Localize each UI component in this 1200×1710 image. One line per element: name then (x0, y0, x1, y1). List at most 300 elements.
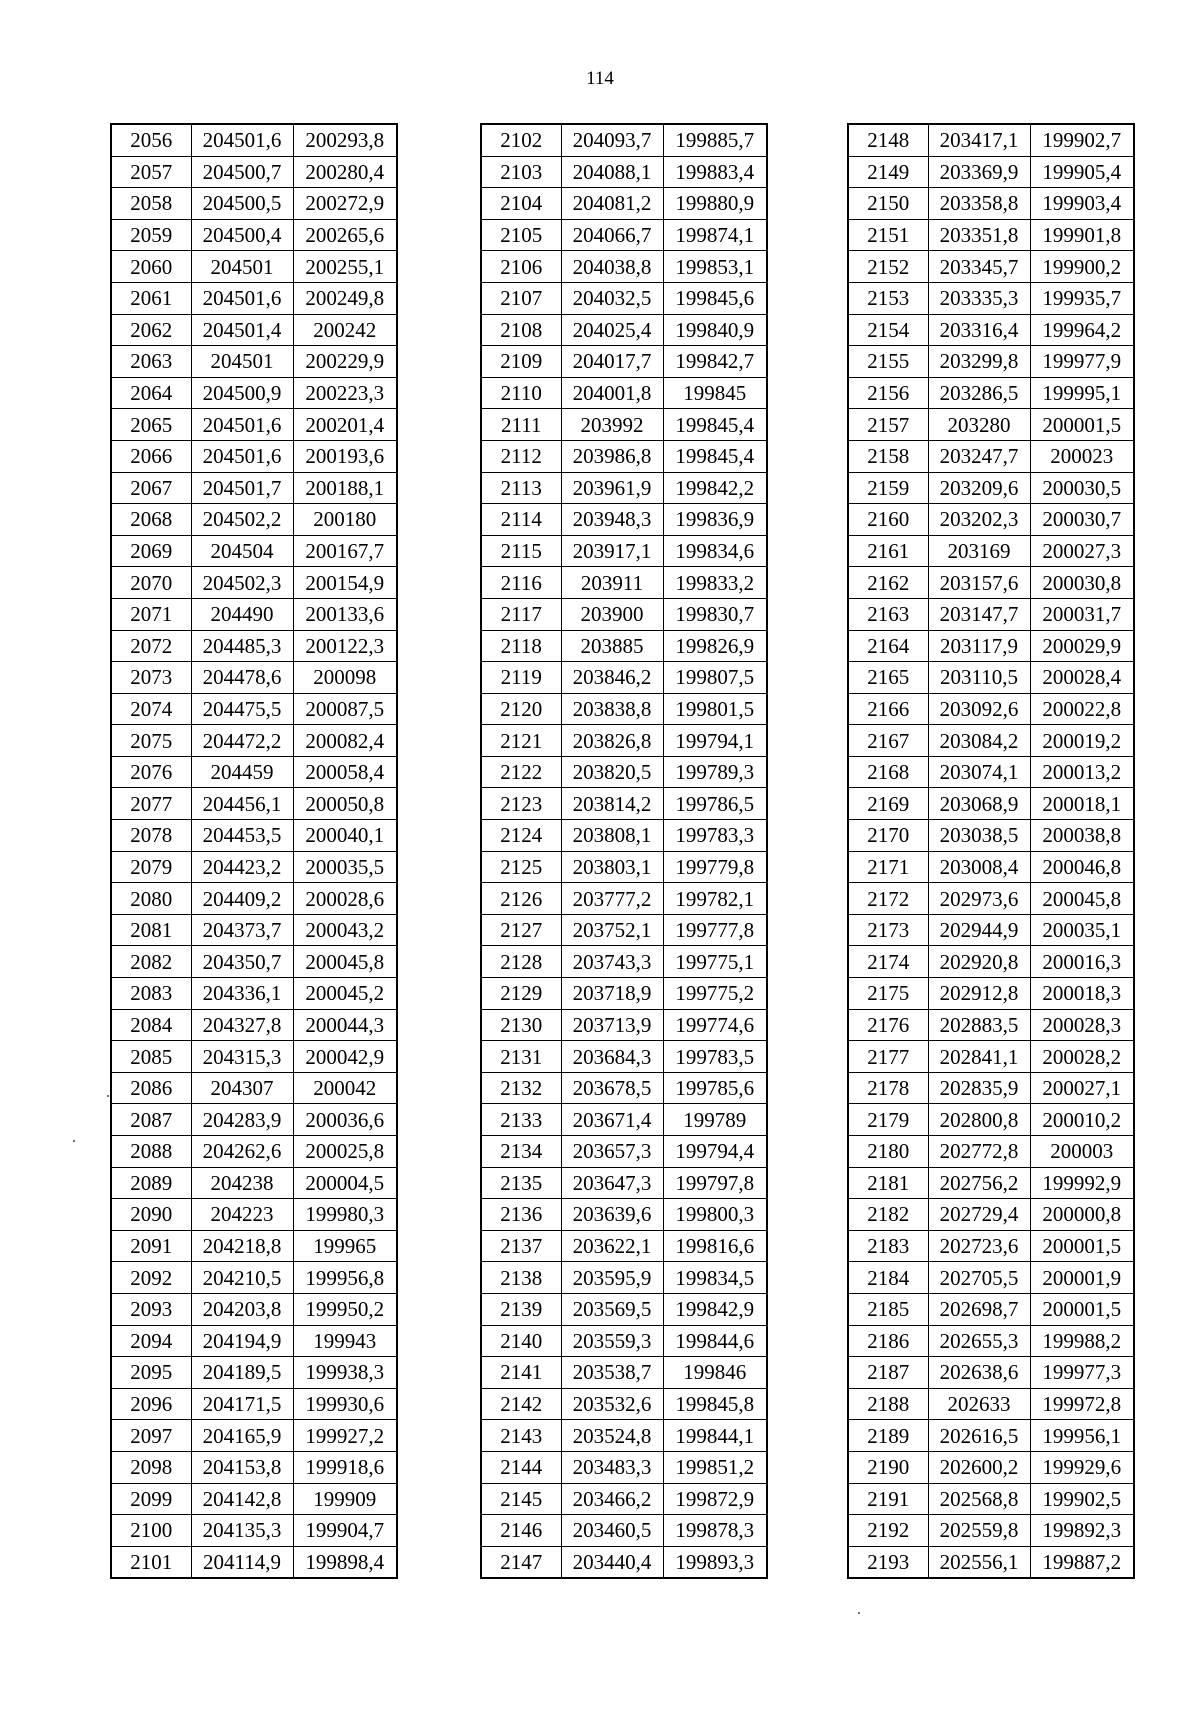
point-number-cell: 2065 (111, 409, 191, 441)
point-number-cell: 2062 (111, 314, 191, 346)
x-coordinate-cell: 202568,8 (928, 1483, 1030, 1515)
point-number-cell: 2128 (481, 946, 561, 978)
x-coordinate-cell: 204066,7 (561, 219, 663, 251)
x-coordinate-cell: 203777,2 (561, 883, 663, 915)
y-coordinate-cell: 200030,8 (1030, 567, 1134, 599)
x-coordinate-cell: 202883,5 (928, 1009, 1030, 1041)
x-coordinate-cell: 204502,2 (191, 504, 293, 536)
table-row (848, 251, 1134, 283)
x-coordinate-cell: 203538,7 (561, 1357, 663, 1389)
x-coordinate-cell: 204218,8 (191, 1230, 293, 1262)
table-row (111, 788, 397, 820)
point-number-cell: 2129 (481, 978, 561, 1010)
x-coordinate-cell: 204135,3 (191, 1515, 293, 1547)
y-coordinate-cell: 199851,2 (663, 1451, 767, 1483)
y-coordinate-cell: 200004,5 (293, 1167, 397, 1199)
table-row (111, 1546, 397, 1578)
table-row (481, 1293, 767, 1325)
x-coordinate-cell: 203826,8 (561, 725, 663, 757)
x-coordinate-cell: 204142,8 (191, 1483, 293, 1515)
table-row (111, 1136, 397, 1168)
y-coordinate-cell: 199842,2 (663, 472, 767, 504)
y-coordinate-cell: 200000,8 (1030, 1199, 1134, 1231)
point-number-cell: 2127 (481, 914, 561, 946)
y-coordinate-cell: 199898,4 (293, 1546, 397, 1578)
x-coordinate-cell: 203559,3 (561, 1325, 663, 1357)
point-number-cell: 2098 (111, 1451, 191, 1483)
point-number-cell: 2175 (848, 978, 928, 1010)
x-coordinate-cell: 204001,8 (561, 377, 663, 409)
x-coordinate-cell: 203647,3 (561, 1167, 663, 1199)
y-coordinate-cell: 199892,3 (1030, 1515, 1134, 1547)
x-coordinate-cell: 204283,9 (191, 1104, 293, 1136)
y-coordinate-cell: 200249,8 (293, 282, 397, 314)
point-number-cell: 2063 (111, 346, 191, 378)
y-coordinate-cell: 200050,8 (293, 788, 397, 820)
y-coordinate-cell: 200045,2 (293, 978, 397, 1010)
point-number-cell: 2124 (481, 820, 561, 852)
table-row (848, 946, 1134, 978)
point-number-cell: 2192 (848, 1515, 928, 1547)
table-row (481, 219, 767, 251)
y-coordinate-cell: 200272,9 (293, 188, 397, 220)
y-coordinate-cell: 199783,5 (663, 1041, 767, 1073)
point-number-cell: 2170 (848, 820, 928, 852)
x-coordinate-cell: 204017,7 (561, 346, 663, 378)
point-number-cell: 2169 (848, 788, 928, 820)
x-coordinate-cell: 204327,8 (191, 1009, 293, 1041)
point-number-cell: 2159 (848, 472, 928, 504)
y-coordinate-cell: 199980,3 (293, 1199, 397, 1231)
x-coordinate-cell: 203460,5 (561, 1515, 663, 1547)
table-row (111, 1104, 397, 1136)
y-coordinate-cell: 200133,6 (293, 598, 397, 630)
x-coordinate-cell: 203369,9 (928, 156, 1030, 188)
point-number-cell: 2172 (848, 883, 928, 915)
point-number-cell: 2151 (848, 219, 928, 251)
table-row (848, 820, 1134, 852)
table-row (848, 1009, 1134, 1041)
x-coordinate-cell: 204203,8 (191, 1293, 293, 1325)
table-row (111, 1515, 397, 1547)
x-coordinate-cell: 202944,9 (928, 914, 1030, 946)
table-row (481, 440, 767, 472)
y-coordinate-cell: 199902,5 (1030, 1483, 1134, 1515)
y-coordinate-cell: 199794,4 (663, 1136, 767, 1168)
point-number-cell: 2111 (481, 409, 561, 441)
y-coordinate-cell: 199840,9 (663, 314, 767, 346)
table-row (481, 693, 767, 725)
y-coordinate-cell: 199834,6 (663, 535, 767, 567)
y-coordinate-cell: 199844,1 (663, 1420, 767, 1452)
y-coordinate-cell: 200082,4 (293, 725, 397, 757)
table-row (848, 1104, 1134, 1136)
table-row (111, 1420, 397, 1452)
y-coordinate-cell: 199801,5 (663, 693, 767, 725)
y-coordinate-cell: 200028,6 (293, 883, 397, 915)
y-coordinate-cell: 199845,8 (663, 1388, 767, 1420)
point-number-cell: 2147 (481, 1546, 561, 1578)
y-coordinate-cell: 199902,7 (1030, 124, 1134, 156)
table-row (481, 1325, 767, 1357)
table-row (481, 1388, 767, 1420)
table-row (111, 1009, 397, 1041)
point-number-cell: 2059 (111, 219, 191, 251)
table-row (481, 1483, 767, 1515)
x-coordinate-cell: 203417,1 (928, 124, 1030, 156)
y-coordinate-cell: 200013,2 (1030, 756, 1134, 788)
y-coordinate-cell: 200046,8 (1030, 851, 1134, 883)
x-coordinate-cell: 204210,5 (191, 1262, 293, 1294)
table-row (848, 978, 1134, 1010)
point-number-cell: 2134 (481, 1136, 561, 1168)
y-coordinate-cell: 199785,6 (663, 1072, 767, 1104)
point-number-cell: 2092 (111, 1262, 191, 1294)
table-row (848, 535, 1134, 567)
table-row (848, 1420, 1134, 1452)
x-coordinate-cell: 204373,7 (191, 914, 293, 946)
point-number-cell: 2114 (481, 504, 561, 536)
x-coordinate-cell: 203846,2 (561, 662, 663, 694)
x-coordinate-cell: 203814,2 (561, 788, 663, 820)
table-row (111, 693, 397, 725)
x-coordinate-cell: 204032,5 (561, 282, 663, 314)
table-row (111, 1325, 397, 1357)
y-coordinate-cell: 199929,6 (1030, 1451, 1134, 1483)
x-coordinate-cell: 203992 (561, 409, 663, 441)
table-row (848, 440, 1134, 472)
x-coordinate-cell: 204165,9 (191, 1420, 293, 1452)
point-number-cell: 2161 (848, 535, 928, 567)
x-coordinate-cell: 203209,6 (928, 472, 1030, 504)
y-coordinate-cell: 200043,2 (293, 914, 397, 946)
table-row (481, 314, 767, 346)
point-number-cell: 2056 (111, 124, 191, 156)
table-row (481, 1357, 767, 1389)
point-number-cell: 2083 (111, 978, 191, 1010)
point-number-cell: 2116 (481, 567, 561, 599)
x-coordinate-cell: 204114,9 (191, 1546, 293, 1578)
point-number-cell: 2189 (848, 1420, 928, 1452)
y-coordinate-cell: 200087,5 (293, 693, 397, 725)
table-row (848, 1483, 1134, 1515)
table-row (111, 1451, 397, 1483)
table-row (111, 1072, 397, 1104)
table-row (481, 282, 767, 314)
point-number-cell: 2082 (111, 946, 191, 978)
point-number-cell: 2137 (481, 1230, 561, 1262)
x-coordinate-cell: 203335,3 (928, 282, 1030, 314)
x-coordinate-cell: 202800,8 (928, 1104, 1030, 1136)
y-coordinate-cell: 199874,1 (663, 219, 767, 251)
y-coordinate-cell: 200027,3 (1030, 535, 1134, 567)
y-coordinate-cell: 200001,9 (1030, 1262, 1134, 1294)
point-number-cell: 2110 (481, 377, 561, 409)
table-row (848, 1325, 1134, 1357)
table-row (111, 1199, 397, 1231)
point-number-cell: 2185 (848, 1293, 928, 1325)
y-coordinate-cell: 199883,4 (663, 156, 767, 188)
table-row (481, 1041, 767, 1073)
y-coordinate-cell: 200028,3 (1030, 1009, 1134, 1041)
y-coordinate-cell: 199833,2 (663, 567, 767, 599)
y-coordinate-cell: 200001,5 (1030, 1230, 1134, 1262)
x-coordinate-cell: 204500,9 (191, 377, 293, 409)
point-number-cell: 2072 (111, 630, 191, 662)
point-number-cell: 2081 (111, 914, 191, 946)
point-number-cell: 2163 (848, 598, 928, 630)
y-coordinate-cell: 199935,7 (1030, 282, 1134, 314)
table-row (111, 1041, 397, 1073)
x-coordinate-cell: 204501 (191, 346, 293, 378)
x-coordinate-cell: 204025,4 (561, 314, 663, 346)
point-number-cell: 2144 (481, 1451, 561, 1483)
point-number-cell: 2142 (481, 1388, 561, 1420)
y-coordinate-cell: 199816,6 (663, 1230, 767, 1262)
table-row (848, 1357, 1134, 1389)
y-coordinate-cell: 200040,1 (293, 820, 397, 852)
point-number-cell: 2132 (481, 1072, 561, 1104)
y-coordinate-cell: 199853,1 (663, 251, 767, 283)
y-coordinate-cell: 200044,3 (293, 1009, 397, 1041)
table-row (481, 1420, 767, 1452)
x-coordinate-cell: 203911 (561, 567, 663, 599)
point-number-cell: 2193 (848, 1546, 928, 1578)
x-coordinate-cell: 204189,5 (191, 1357, 293, 1389)
table-row (111, 124, 397, 156)
y-coordinate-cell: 200058,4 (293, 756, 397, 788)
table-row (848, 282, 1134, 314)
x-coordinate-cell: 202655,3 (928, 1325, 1030, 1357)
x-coordinate-cell: 202723,6 (928, 1230, 1030, 1262)
table-row (848, 914, 1134, 946)
table-row (848, 1136, 1134, 1168)
y-coordinate-cell: 200019,2 (1030, 725, 1134, 757)
point-number-cell: 2071 (111, 598, 191, 630)
y-coordinate-cell: 199972,8 (1030, 1388, 1134, 1420)
x-coordinate-cell: 204475,5 (191, 693, 293, 725)
point-number-cell: 2153 (848, 282, 928, 314)
x-coordinate-cell: 204504 (191, 535, 293, 567)
y-coordinate-cell: 200242 (293, 314, 397, 346)
x-coordinate-cell: 204472,2 (191, 725, 293, 757)
y-coordinate-cell: 199786,5 (663, 788, 767, 820)
x-coordinate-cell: 204490 (191, 598, 293, 630)
y-coordinate-cell: 199918,6 (293, 1451, 397, 1483)
table-row (848, 788, 1134, 820)
x-coordinate-cell: 203900 (561, 598, 663, 630)
table-row (481, 1199, 767, 1231)
point-number-cell: 2145 (481, 1483, 561, 1515)
y-coordinate-cell: 200098 (293, 662, 397, 694)
table-row (481, 788, 767, 820)
point-number-cell: 2080 (111, 883, 191, 915)
table-row (481, 1451, 767, 1483)
table-row (111, 440, 397, 472)
y-coordinate-cell: 200028,4 (1030, 662, 1134, 694)
point-number-cell: 2115 (481, 535, 561, 567)
point-number-cell: 2070 (111, 567, 191, 599)
x-coordinate-cell: 204262,6 (191, 1136, 293, 1168)
table-row (111, 756, 397, 788)
x-coordinate-cell: 204485,3 (191, 630, 293, 662)
point-number-cell: 2167 (848, 725, 928, 757)
table-row (111, 820, 397, 852)
y-coordinate-cell: 199826,9 (663, 630, 767, 662)
point-number-cell: 2152 (848, 251, 928, 283)
table-row (848, 156, 1134, 188)
point-number-cell: 2123 (481, 788, 561, 820)
x-coordinate-cell: 204171,5 (191, 1388, 293, 1420)
x-coordinate-cell: 204478,6 (191, 662, 293, 694)
y-coordinate-cell: 199887,2 (1030, 1546, 1134, 1578)
point-number-cell: 2171 (848, 851, 928, 883)
y-coordinate-cell: 200122,3 (293, 630, 397, 662)
point-number-cell: 2103 (481, 156, 561, 188)
x-coordinate-cell: 202772,8 (928, 1136, 1030, 1168)
table-row (111, 377, 397, 409)
y-coordinate-cell: 199872,9 (663, 1483, 767, 1515)
point-number-cell: 2107 (481, 282, 561, 314)
table-row (481, 820, 767, 852)
table-row (111, 1230, 397, 1262)
scan-speck (107, 1095, 109, 1097)
table-row (111, 1388, 397, 1420)
point-number-cell: 2068 (111, 504, 191, 536)
point-number-cell: 2149 (848, 156, 928, 188)
y-coordinate-cell: 199956,1 (1030, 1420, 1134, 1452)
point-number-cell: 2074 (111, 693, 191, 725)
x-coordinate-cell: 203157,6 (928, 567, 1030, 599)
x-coordinate-cell: 203092,6 (928, 693, 1030, 725)
x-coordinate-cell: 203169 (928, 535, 1030, 567)
point-number-cell: 2126 (481, 883, 561, 915)
x-coordinate-cell: 202698,7 (928, 1293, 1030, 1325)
x-coordinate-cell: 202556,1 (928, 1546, 1030, 1578)
point-number-cell: 2099 (111, 1483, 191, 1515)
y-coordinate-cell: 200027,1 (1030, 1072, 1134, 1104)
x-coordinate-cell: 204459 (191, 756, 293, 788)
point-number-cell: 2155 (848, 346, 928, 378)
table-row (848, 314, 1134, 346)
y-coordinate-cell: 200045,8 (293, 946, 397, 978)
point-number-cell: 2140 (481, 1325, 561, 1357)
table-row (848, 346, 1134, 378)
table-row (481, 156, 767, 188)
point-number-cell: 2157 (848, 409, 928, 441)
x-coordinate-cell: 204501,6 (191, 282, 293, 314)
y-coordinate-cell: 199992,9 (1030, 1167, 1134, 1199)
y-coordinate-cell: 200188,1 (293, 472, 397, 504)
table-row (848, 1230, 1134, 1262)
point-number-cell: 2105 (481, 219, 561, 251)
table-row (111, 914, 397, 946)
point-number-cell: 2077 (111, 788, 191, 820)
table-row (481, 124, 767, 156)
point-number-cell: 2093 (111, 1293, 191, 1325)
point-number-cell: 2135 (481, 1167, 561, 1199)
x-coordinate-cell: 203286,5 (928, 377, 1030, 409)
table-row (848, 219, 1134, 251)
x-coordinate-cell: 204500,5 (191, 188, 293, 220)
table-row (481, 409, 767, 441)
point-number-cell: 2138 (481, 1262, 561, 1294)
table-row (848, 188, 1134, 220)
table-row (848, 598, 1134, 630)
y-coordinate-cell: 199789,3 (663, 756, 767, 788)
x-coordinate-cell: 203280 (928, 409, 1030, 441)
x-coordinate-cell: 202756,2 (928, 1167, 1030, 1199)
table-row (111, 188, 397, 220)
table-row (111, 346, 397, 378)
table-row (848, 1167, 1134, 1199)
point-number-cell: 2156 (848, 377, 928, 409)
y-coordinate-cell: 200023 (1030, 440, 1134, 472)
y-coordinate-cell: 199988,2 (1030, 1325, 1134, 1357)
x-coordinate-cell: 203117,9 (928, 630, 1030, 662)
point-number-cell: 2178 (848, 1072, 928, 1104)
x-coordinate-cell: 203532,6 (561, 1388, 663, 1420)
x-coordinate-cell: 204502,3 (191, 567, 293, 599)
x-coordinate-cell: 202705,5 (928, 1262, 1030, 1294)
y-coordinate-cell: 199794,1 (663, 725, 767, 757)
x-coordinate-cell: 203961,9 (561, 472, 663, 504)
x-coordinate-cell: 203986,8 (561, 440, 663, 472)
y-coordinate-cell: 200030,5 (1030, 472, 1134, 504)
x-coordinate-cell: 202638,6 (928, 1357, 1030, 1389)
table-row (848, 472, 1134, 504)
y-coordinate-cell: 199845,4 (663, 409, 767, 441)
x-coordinate-cell: 204093,7 (561, 124, 663, 156)
point-number-cell: 2160 (848, 504, 928, 536)
x-coordinate-cell: 204501,6 (191, 124, 293, 156)
x-coordinate-cell: 204501 (191, 251, 293, 283)
x-coordinate-cell: 204501,6 (191, 440, 293, 472)
table-row (111, 978, 397, 1010)
y-coordinate-cell: 199783,3 (663, 820, 767, 852)
x-coordinate-cell: 204081,2 (561, 188, 663, 220)
point-number-cell: 2061 (111, 282, 191, 314)
x-coordinate-cell: 203351,8 (928, 219, 1030, 251)
x-coordinate-cell: 204194,9 (191, 1325, 293, 1357)
x-coordinate-cell: 202559,8 (928, 1515, 1030, 1547)
table-row (481, 756, 767, 788)
point-number-cell: 2086 (111, 1072, 191, 1104)
y-coordinate-cell: 200229,9 (293, 346, 397, 378)
y-coordinate-cell: 200293,8 (293, 124, 397, 156)
table-row (848, 630, 1134, 662)
y-coordinate-cell: 200045,8 (1030, 883, 1134, 915)
point-number-cell: 2112 (481, 440, 561, 472)
table-row (111, 851, 397, 883)
x-coordinate-cell: 203316,4 (928, 314, 1030, 346)
point-number-cell: 2106 (481, 251, 561, 283)
table-row (481, 725, 767, 757)
point-number-cell: 2109 (481, 346, 561, 378)
x-coordinate-cell: 204456,1 (191, 788, 293, 820)
y-coordinate-cell: 200167,7 (293, 535, 397, 567)
x-coordinate-cell: 203299,8 (928, 346, 1030, 378)
y-coordinate-cell: 200010,2 (1030, 1104, 1134, 1136)
y-coordinate-cell: 199782,1 (663, 883, 767, 915)
y-coordinate-cell: 200016,3 (1030, 946, 1134, 978)
y-coordinate-cell: 200029,9 (1030, 630, 1134, 662)
y-coordinate-cell: 200035,1 (1030, 914, 1134, 946)
x-coordinate-cell: 203358,8 (928, 188, 1030, 220)
y-coordinate-cell: 199950,2 (293, 1293, 397, 1325)
y-coordinate-cell: 199909 (293, 1483, 397, 1515)
x-coordinate-cell: 203917,1 (561, 535, 663, 567)
